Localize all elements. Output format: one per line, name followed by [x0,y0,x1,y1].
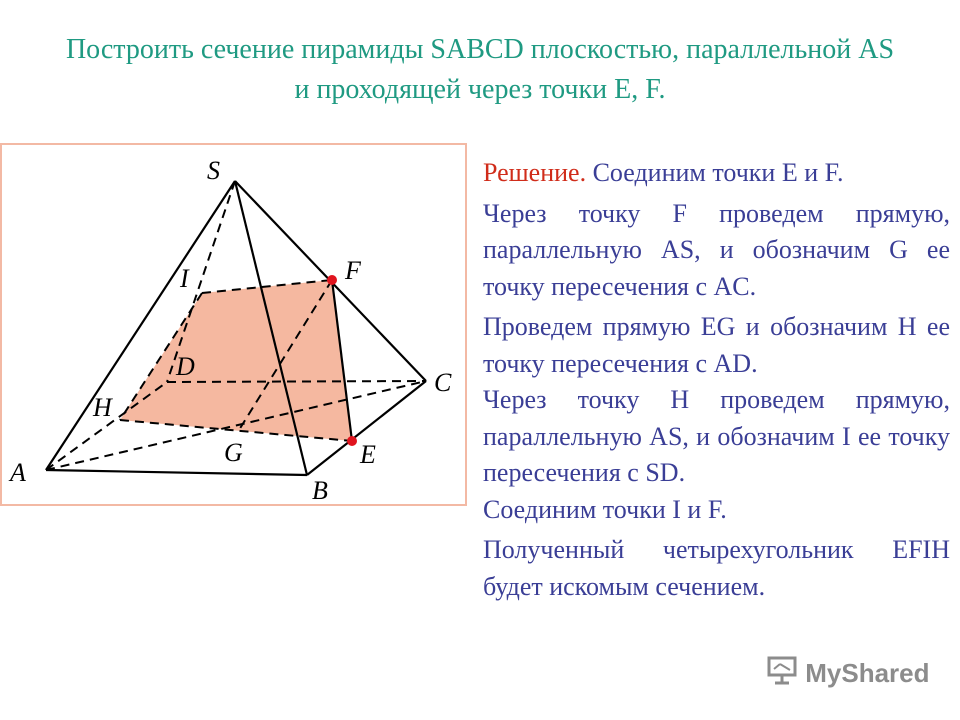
label-s: S [207,156,220,185]
label-b: B [312,476,328,505]
label-a: A [10,458,26,487]
solution-step-6: Полученный четырехугольник EFIH будет искомым сечением. [483,535,950,601]
label-h: H [93,393,112,422]
label-c: C [434,368,452,397]
label-e: E [360,440,376,469]
solution-text [483,155,950,605]
pyramid-figure [0,143,467,506]
point-e [347,436,357,446]
point-f [327,275,337,285]
title-line-2: и проходящей через точки E, F. [294,74,666,105]
label-i: I [180,264,189,293]
solution-heading: Решение. [483,158,587,187]
label-d: D [176,352,195,381]
watermark [766,655,930,691]
slide-title [0,30,960,110]
solution-step-5: Соединим точки I и F. [483,494,727,524]
presentation-board-icon [766,655,798,692]
title-line-1: Построить сечение пирамиды SABCD плоскостью, параллельной AS [65,34,895,65]
solution-step-1: Соединим точки E и F. [586,158,844,187]
solution-intro [483,155,950,192]
solution-step-2: Через точку F проведем прямую, параллельную AS, и обозначим G ее точку пересечения с AC. [483,198,950,301]
watermark-text: MyShared [805,658,930,688]
solution-step-4: Через точку H проведем прямую, параллельную AS, и обозначим I ее точку пересечения с SD. [483,385,950,487]
pyramid-diagram [2,145,469,508]
edge-ab [46,470,307,475]
label-f: F [345,256,361,285]
label-g: G [224,438,243,467]
solution-step-3: Проведем прямую EG и обозначим H ее точку пересечения с AD. [483,312,950,378]
